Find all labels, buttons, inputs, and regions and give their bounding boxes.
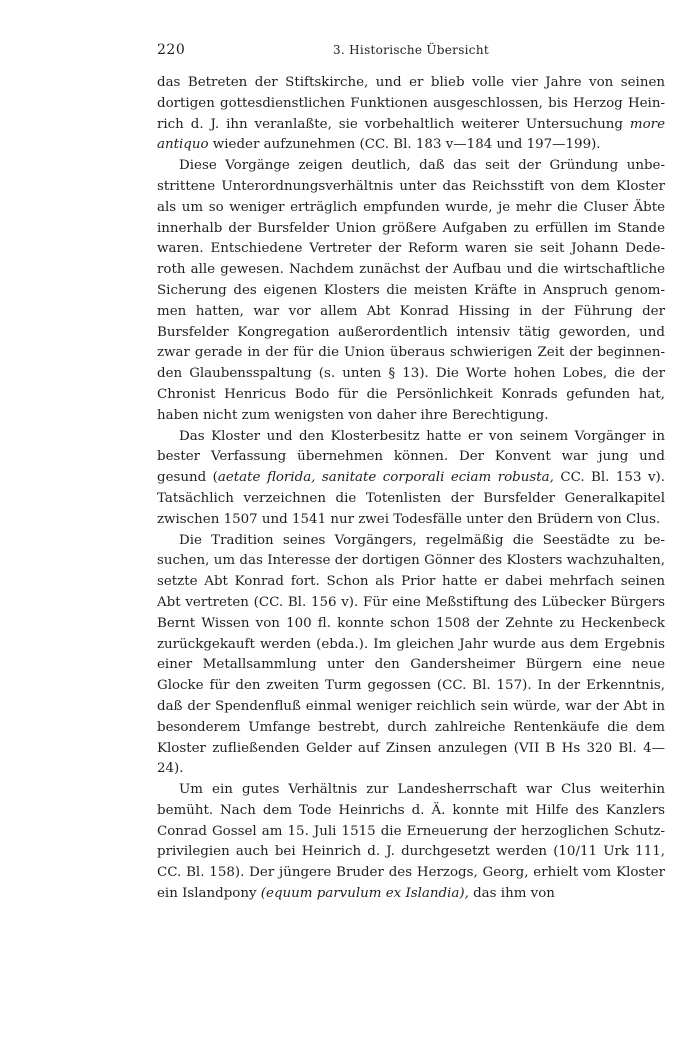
body-text	[157, 73, 665, 905]
page-number: 220	[157, 42, 186, 58]
italic-text: aetate florida, sanitate corporali eciam robusta,	[217, 470, 554, 486]
italic-text: (equum parvulum ex Islandia),	[260, 886, 469, 902]
text-run: das ihm von	[468, 886, 555, 902]
text-run: wieder aufzunehmen (CC. Bl. 183 v—184 und 197—199).	[208, 137, 601, 153]
page-header	[157, 42, 665, 62]
paragraph	[157, 531, 665, 781]
paragraph	[157, 780, 665, 905]
text-run: Diese Vorgänge zeigen deutlich, daß das seit der Gründung unbestrittene Unterordnungsverhältnis unter das Reichsstift von dem Kloster als um so weniger erträglich empfunden wurde, je mehr die Cluser Äbte innerhalb der Bursfelder Union größere Aufgaben zu erfüllen im Stande waren. Entschiedene Vertreter der Reform waren sie seit Johann Dederoth alle gewesen. Nachdem zunächst der Aufbau und die wirtschaftliche Sicherung des eigenen Klosters die meisten Kräfte in Anspruch genommen hatten, war vor allem Abt Konrad Hissing in der Führung der Bursfelder Kongregation außerordentlich intensiv tätig geworden, und zwar gerade in der für die Union überaus schwierigen Zeit der beginnenden Glaubensspaltung (s. unten § 13). Die Worte hohen Lobes, die der Chronist Henricus Bodo für die Persönlichkeit Konrads gefunden hat, haben nicht zum wenigsten von daher ihre Berechtigung.	[157, 158, 665, 423]
paragraph	[157, 156, 665, 426]
paragraph	[157, 427, 665, 531]
text-run: Das Kloster und den Klosterbesitz hatte er von seinem Vorgänger in bester Verfassung übernehmen können. Der Konvent war jung und gesund (	[157, 428, 665, 486]
paragraph	[157, 73, 665, 156]
text-run: CC. Bl. 153 v). Tatsächlich verzeichnen die Totenlisten der Bursfelder Generalkapitel zwischen 1507 und 1541 nur zwei Todesfälle unter den Brüdern von Clus.	[157, 470, 665, 527]
text-run: das Betreten der Stiftskirche, und er blieb volle vier Jahre von seinen dortigen gottesdienstlichen Funktionen ausgeschlossen, bis Herzog Heinrich d. J. ihn veranlaßte, sie vorbehaltlich weiterer Untersuchung	[157, 75, 665, 132]
italic-text: more antiquo	[157, 116, 665, 153]
running-head: 3. Historische Übersicht	[333, 43, 489, 57]
text-run: Die Tradition seines Vorgängers, regelmäßig die Seestädte zu besuchen, um das Interesse der dortigen Gönner des Klosters wachzuhalten, setzte Abt Konrad fort. Schon als Prior hatte er dabei mehrfach seinen Abt vertreten (CC. Bl. 156 v). Für eine Meßstiftung des Lübecker Bürgers Bernt Wissen von 100 fl. konnte schon 1508 der Zehnte zu Heckenbeck zurückgekauft werden (ebda.). Im gleichen Jahr wurde aus dem Ergebnis einer Metallsammlung unter den Gandersheimer Bürgern eine neue Glocke für den zweiten Turm gegossen (CC. Bl. 157). In der Erkenntnis, daß der Spendenfluß einmal weniger reichlich sein würde, war der Abt in besonderem Umfange bestrebt, durch zahlreiche Rentenkäufe die dem Kloster zufließenden Gelder auf Zinsen anzulegen (VII B Hs 320 Bl. 4—24).	[157, 532, 665, 777]
text-run: Um ein gutes Verhältnis zur Landesherrschaft war Clus weiterhin bemüht. Nach dem Tode Heinrichs d. Ä. konnte mit Hilfe des Kanzlers Conrad Gossel am 15. Juli 1515 die Erneuerung der herzoglichen Schutzprivilegien auch bei Heinrich d. J. durchgesetzt werden (10/11 Urk 111, CC. Bl. 158). Der jüngere Bruder des Herzogs, Georg, erhielt vom Kloster ein Islandpony	[157, 782, 665, 902]
